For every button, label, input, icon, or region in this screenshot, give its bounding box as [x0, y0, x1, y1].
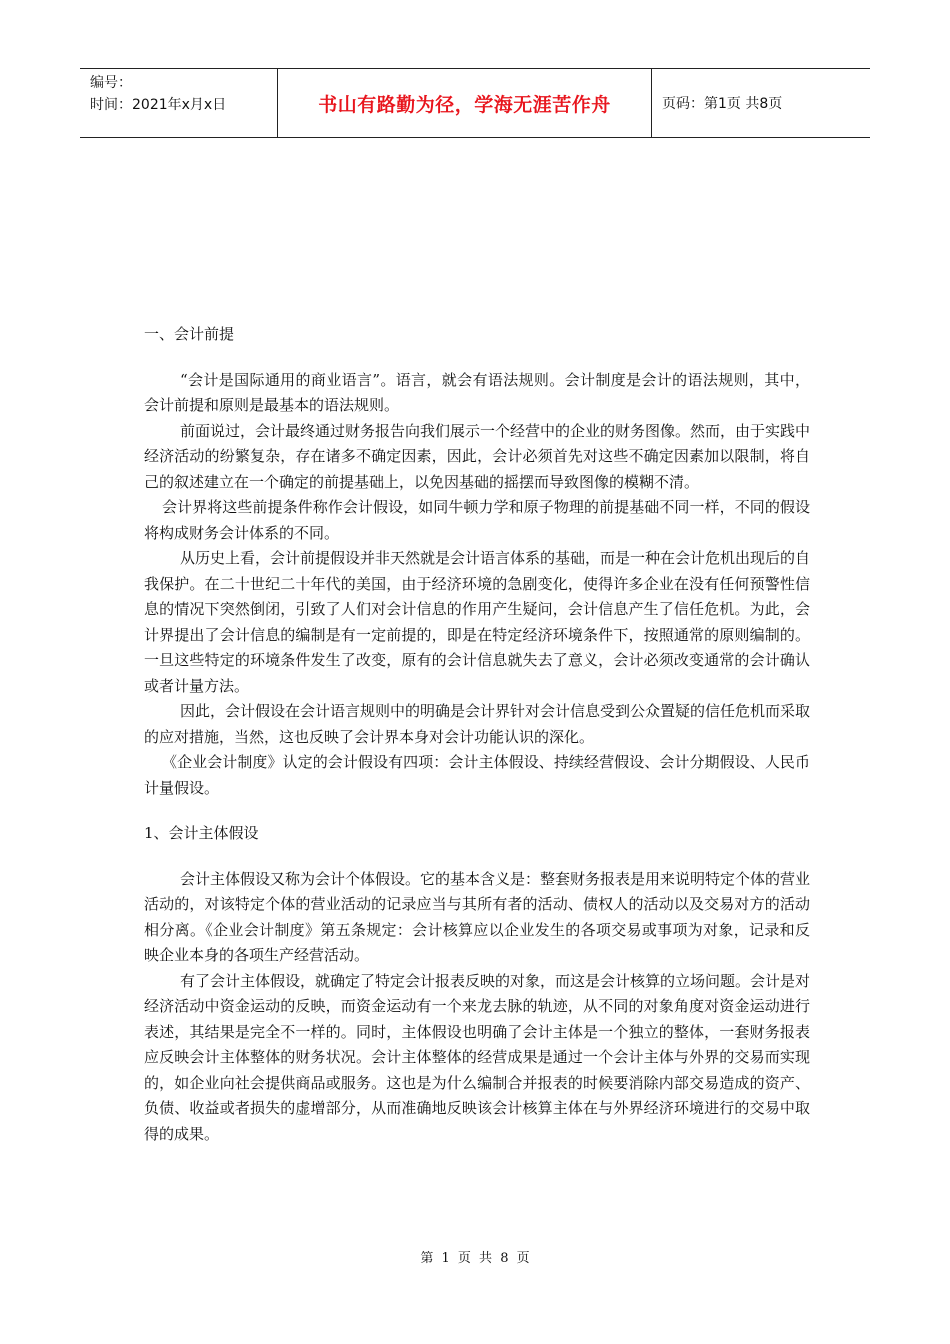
paragraph: 前面说过，会计最终通过财务报告向我们展示一个经营中的企业的财务图像。然而，由于实践中经济活动的纷繁复杂，存在诸多不确定因素，因此，会计必须首先对这些不确定因素加以限制，将自己的叙述建立在一个确定的前提基础上，以免因基础的摇摆而导致图像的模糊不清。 [144, 421, 811, 491]
paragraph: 从历史上看，会计前提假设并非天然就是会计语言体系的基础，而是一种在会计危机出现后的自我保护。在二十世纪二十年代的美国，由于经济环境的急剧变化，使得许多企业在没有任何预警性信息的情况下突然倒闭，引致了人们对会计信息的作用产生疑问，会计信息产生了信任危机。为此，会计界提出了会计信息的编制是有一定前提的，即是在特定经济环境条件下，按照通常的原则编制的。一旦这些特定的环境条件发生了改变，原有的会计信息就失去了意义，会计必须改变通常的会计确认或者计量方法。 [144, 549, 811, 695]
header-motto: 书山有路勤为径，学海无涯苦作舟 [278, 69, 652, 137]
document-header [80, 68, 870, 138]
paragraph: “会计是国际通用的商业语言”。语言，就会有语法规则。会计制度是会计的语法规则，其中，会计前提和原则是最基本的语法规则。 [144, 370, 810, 414]
page-footer: 第 1 页 共 8 页 [420, 1251, 530, 1266]
header-page-info: 页码：第1页 共8页 [662, 96, 783, 112]
paragraph: 《企业会计制度》认定的会计假设有四项：会计主体假设、持续经营假设、会计分期假设、人民币计量假设。 [144, 753, 810, 797]
section-title: 一、会计前提 [144, 325, 235, 343]
paragraph: 有了会计主体假设，就确定了特定会计报表反映的对象，而这是会计核算的立场问题。会计是对经济活动中资金运动的反映，而资金运动有一个来龙去脉的轨迹，从不同的对象角度对资金运动进行表述，其结果是完全不一样的。同时，主体假设也明确了会计主体是一个独立的整体，一套财务报表应反映会计主体整体的财务状况。会计主体整体的经营成果是通过一个会计主体与外界的交易而实现的，如企业向社会提供商品或服务。这也是为什么编制合并报表的时候要消除内部交易造成的资产、负债、收益或者损失的虚增部分，从而准确地反映该会计核算主体在与外界经济环境进行的交易中取得的成果。 [144, 971, 811, 1143]
number-label: 编号： [90, 75, 132, 91]
document-body [144, 322, 810, 1147]
paragraph: 因此，会计假设在会计语言规则中的明确是会计界针对会计信息受到公众置疑的信任危机而采取的应对措施，当然，这也反映了会计界本身对会计功能认识的深化。 [144, 702, 811, 746]
date-label: 时间：2021年x月x日 [90, 97, 227, 113]
paragraph: 会计界将这些前提条件称作会计假设，如同牛顿力学和原子物理的前提基础不同一样，不同的假设将构成财务会计体系的不同。 [144, 498, 810, 542]
paragraph: 会计主体假设又称为会计个体假设。它的基本含义是：整套财务报表是用来说明特定个体的营业活动的，对该特定个体的营业活动的记录应当与其所有者的活动、债权人的活动以及交易对方的活动相分离。《企业会计制度》第五条规定：会计核算应以企业发生的各项交易或事项为对象，记录和反映企业本身的各项生产经营活动。 [144, 869, 811, 964]
section-title: 1、会计主体假设 [144, 824, 259, 842]
header-meta [80, 69, 278, 137]
